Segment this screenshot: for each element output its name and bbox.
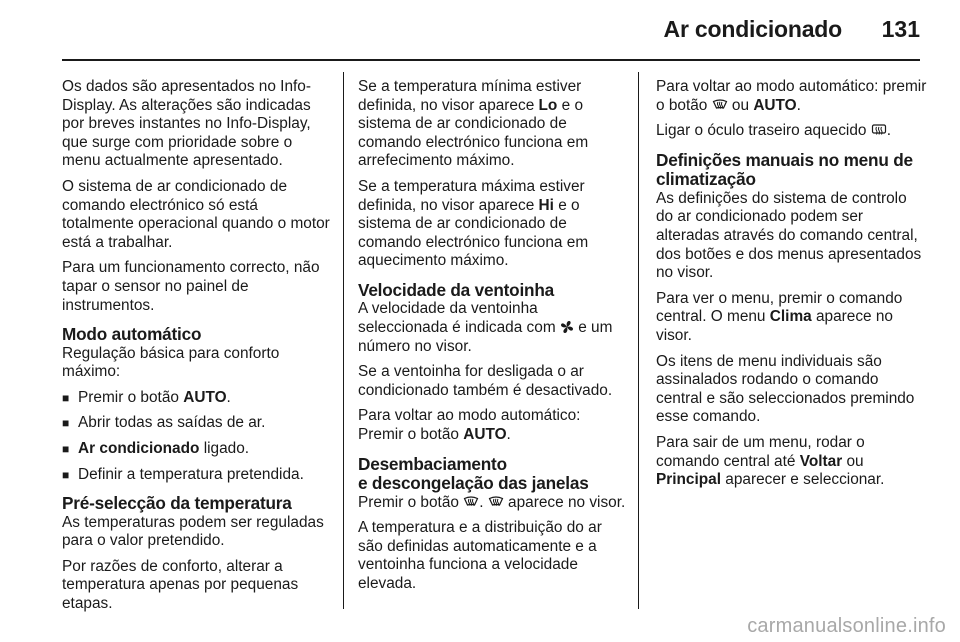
- section-heading-automatic-mode: Modo automático: [62, 324, 202, 345]
- paragraph: As temperaturas podem ser reguladas para o valor pretendido.: [62, 513, 324, 550]
- column-3: [656, 78, 928, 497]
- list-item: ■ Definir a temperatura pretendida.: [62, 465, 304, 483]
- bullet-icon: ■: [62, 467, 70, 482]
- page-number: 131: [881, 16, 920, 42]
- column-2: [358, 78, 630, 601]
- fan-icon: [560, 320, 574, 334]
- list-item: ■ Premir o botão AUTO.: [62, 388, 231, 406]
- paragraph: Para voltar ao modo automático: Premir o botão AUTO.: [358, 407, 581, 443]
- paragraph: O sistema de ar condicionado de comando electrónico só está totalmente operacional quando o motor está a trabalhar.: [62, 177, 330, 251]
- page-title: Ar condicionado: [663, 16, 842, 42]
- column-divider: [343, 72, 344, 609]
- bullet-list: [62, 389, 332, 484]
- watermark: carmanualsonline.info: [747, 615, 946, 637]
- paragraph: Se a ventoinha for desligada o ar condicionado também é desactivado.: [358, 363, 613, 399]
- paragraph: Os itens de menu individuais são assinalados rodando o comando central e são seleccionados premindo esse comando.: [656, 352, 915, 426]
- windscreen-defrost-icon: [488, 495, 504, 509]
- paragraph: A temperatura e a distribuição do ar são definidas automaticamente e a ventoinha funciona a velocidade elevada.: [358, 519, 602, 592]
- list-item: ■ Abrir todas as saídas de ar.: [62, 414, 266, 432]
- section-heading-defrost: Desembaciamento e descongelação das janelas: [358, 453, 589, 494]
- column-divider: [638, 72, 639, 609]
- paragraph: Para voltar ao modo automático: premir o botão ou AUTO.: [656, 78, 927, 114]
- paragraph: Regulação básica para conforto máximo:: [62, 344, 280, 381]
- paragraph: Os dados são apresentados no Info-Display. As alterações são indicadas por breves instantes no Info-Display, que surge com prioridade sobre o menu actualmente apresentado.: [62, 78, 311, 170]
- list-item: ■ Ar condicionado ligado.: [62, 440, 250, 457]
- paragraph: A velocidade da ventoinha seleccionada é indicada com e um número no visor.: [358, 300, 613, 355]
- bullet-icon: ■: [62, 416, 70, 431]
- section-heading-manual-settings: Definições manuais no menu de climatização: [656, 149, 913, 190]
- bullet-icon: ■: [62, 390, 70, 405]
- paragraph: As definições do sistema de controlo do ar condicionado podem ser alteradas através do comando central, dos botões e dos menus apresentados no visor.: [656, 189, 922, 282]
- column-1: [62, 78, 332, 621]
- paragraph: Se a temperatura máxima estiver definida, no visor aparece Hi e o sistema de ar condicionado de comando electrónico funciona em aquecimento máximo.: [358, 177, 589, 270]
- paragraph: Para ver o menu, premir o comando central. O menu Clima aparece no visor.: [656, 289, 903, 344]
- page-header: [0, 0, 960, 60]
- rear-window-heater-icon: [871, 123, 887, 137]
- paragraph: Por razões de conforto, alterar a temperatura apenas por pequenas etapas.: [62, 557, 299, 613]
- paragraph: Para um funcionamento correcto, não tapar o sensor no painel de instrumentos.: [62, 259, 320, 314]
- header-rule: [62, 59, 920, 61]
- section-heading-temperature: Pré-selecção da temperatura: [62, 493, 292, 514]
- windscreen-defrost-icon: [463, 495, 479, 509]
- bullet-icon: ■: [62, 442, 70, 456]
- windscreen-defrost-icon: [712, 98, 728, 112]
- paragraph: Premir o botão . aparece no visor.: [358, 493, 626, 511]
- paragraph: Para sair de um menu, rodar o comando central até Voltar ou Principal aparecer e seleccionar.: [656, 433, 885, 489]
- section-heading-fan-speed: Velocidade da ventoinha: [358, 279, 554, 300]
- paragraph: Se a temperatura mínima estiver definida, no visor aparece Lo e o sistema de ar condicionado de comando electrónico funciona em arrefecimento máximo.: [358, 78, 589, 170]
- paragraph: Ligar o óculo traseiro aquecido .: [656, 122, 892, 140]
